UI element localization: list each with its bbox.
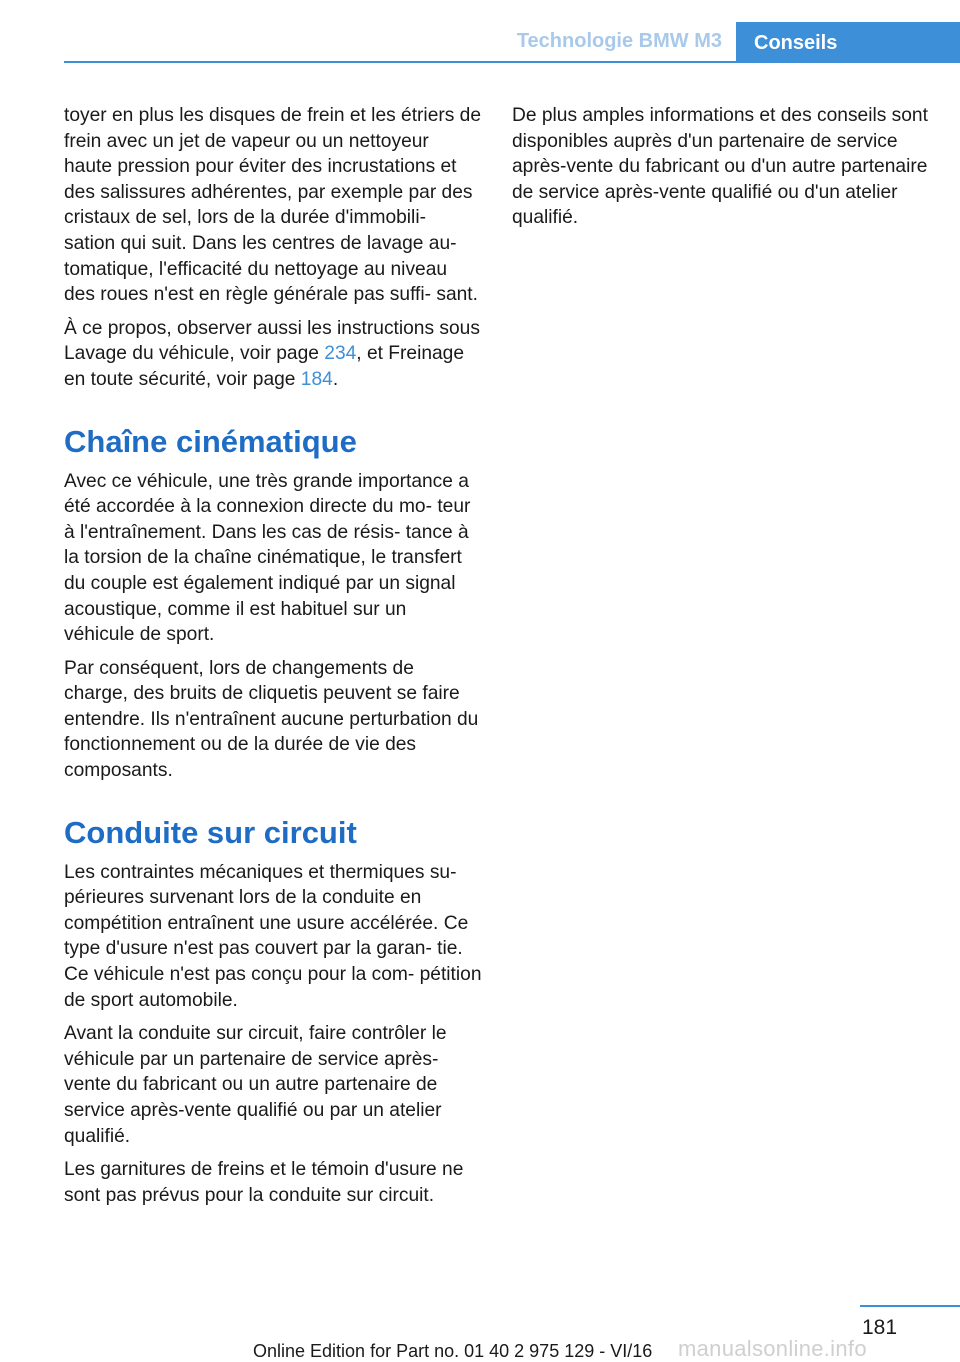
heading-drivetrain: Chaîne cinématique	[64, 423, 357, 459]
chapter-tab[interactable]: Conseils	[736, 22, 960, 63]
paragraph-track-1: Les contraintes mécaniques et thermiques su‐ périeures survenant lors de la conduite en compétition entraînent une usure accélérée. Ce type d'usure n'est pas couvert par la garan‐ tie. Ce véhicule n'est pas conçu pour la com‐ pétition de sport automobile.	[64, 861, 482, 1011]
paragraph-cross-reference	[64, 316, 482, 393]
cross-reference-text-middle: , et Freinage en toute sécurité, voir page	[64, 343, 465, 390]
page-link-184[interactable]: 184	[300, 368, 333, 390]
cross-reference-text-end: .	[332, 368, 339, 390]
paragraph-drivetrain-2: Par conséquent, lors de changements de charge, des bruits de cliquetis peuvent se faire entendre. Ils n'entraînent aucune perturbation du fonctionnement ou de la durée de vie des composants.	[64, 657, 479, 782]
paragraph-track-2: Avant la conduite sur circuit, faire contrôler le véhicule par un partenaire de service après- vente du fabricant ou un autre partenaire de service après-vente qualifié ou par un atelier qualifié.	[64, 1023, 447, 1147]
paragraph-track-3: Les garnitures de freins et le témoin d'usure ne sont pas prévus pour la conduite sur circuit.	[64, 1159, 464, 1206]
footer-divider	[860, 1305, 960, 1307]
cross-reference-text: À ce propos, observer aussi les instructions sous Lavage du véhicule, voir page	[64, 317, 480, 365]
heading-track-driving: Conduite sur circuit	[64, 814, 357, 850]
edition-note: Online Edition for Part no. 01 40 2 975 129 - VI/16	[253, 1341, 653, 1361]
page-link-234[interactable]: 234	[324, 343, 357, 365]
section-title: Technologie BMW M3	[516, 30, 722, 52]
right-column	[512, 103, 930, 239]
paragraph-drivetrain-1: Avec ce véhicule, une très grande importance a été accordée à la connexion directe du mo‐ teur à l'entraînement. Dans les cas de résis‐ tance à la torsion de la chaîne cinématique, le transfert du couple est également indiqué par un signal acoustique, comme il est habituel sur un véhicule de sport.	[64, 470, 471, 646]
watermark: manualsonline.info	[678, 1336, 867, 1361]
paragraph-brake-cleaning: toyer en plus les disques de frein et les étriers de frein avec un jet de vapeur ou un nettoyeur haute pression pour éviter des incrustations et des salissures adhérentes, par exemple par des cristaux de sel, lors de la durée d'immobili‐ sation qui suit. Dans les centres de lavage au‐ tomatique, l'efficacité du nettoyage au niveau des roues n'est en règle générale pas suffi‐ sant.	[64, 105, 482, 306]
page-number: 181	[862, 1316, 898, 1339]
paragraph-more-info: De plus amples informations et des conseils sont disponibles auprès d'un partenaire de service après-vente du fabricant ou d'un autre partenaire de service après-vente qualifié ou d'un atelier qualifié.	[512, 105, 928, 229]
header-divider	[64, 61, 960, 63]
left-column	[64, 103, 482, 1216]
